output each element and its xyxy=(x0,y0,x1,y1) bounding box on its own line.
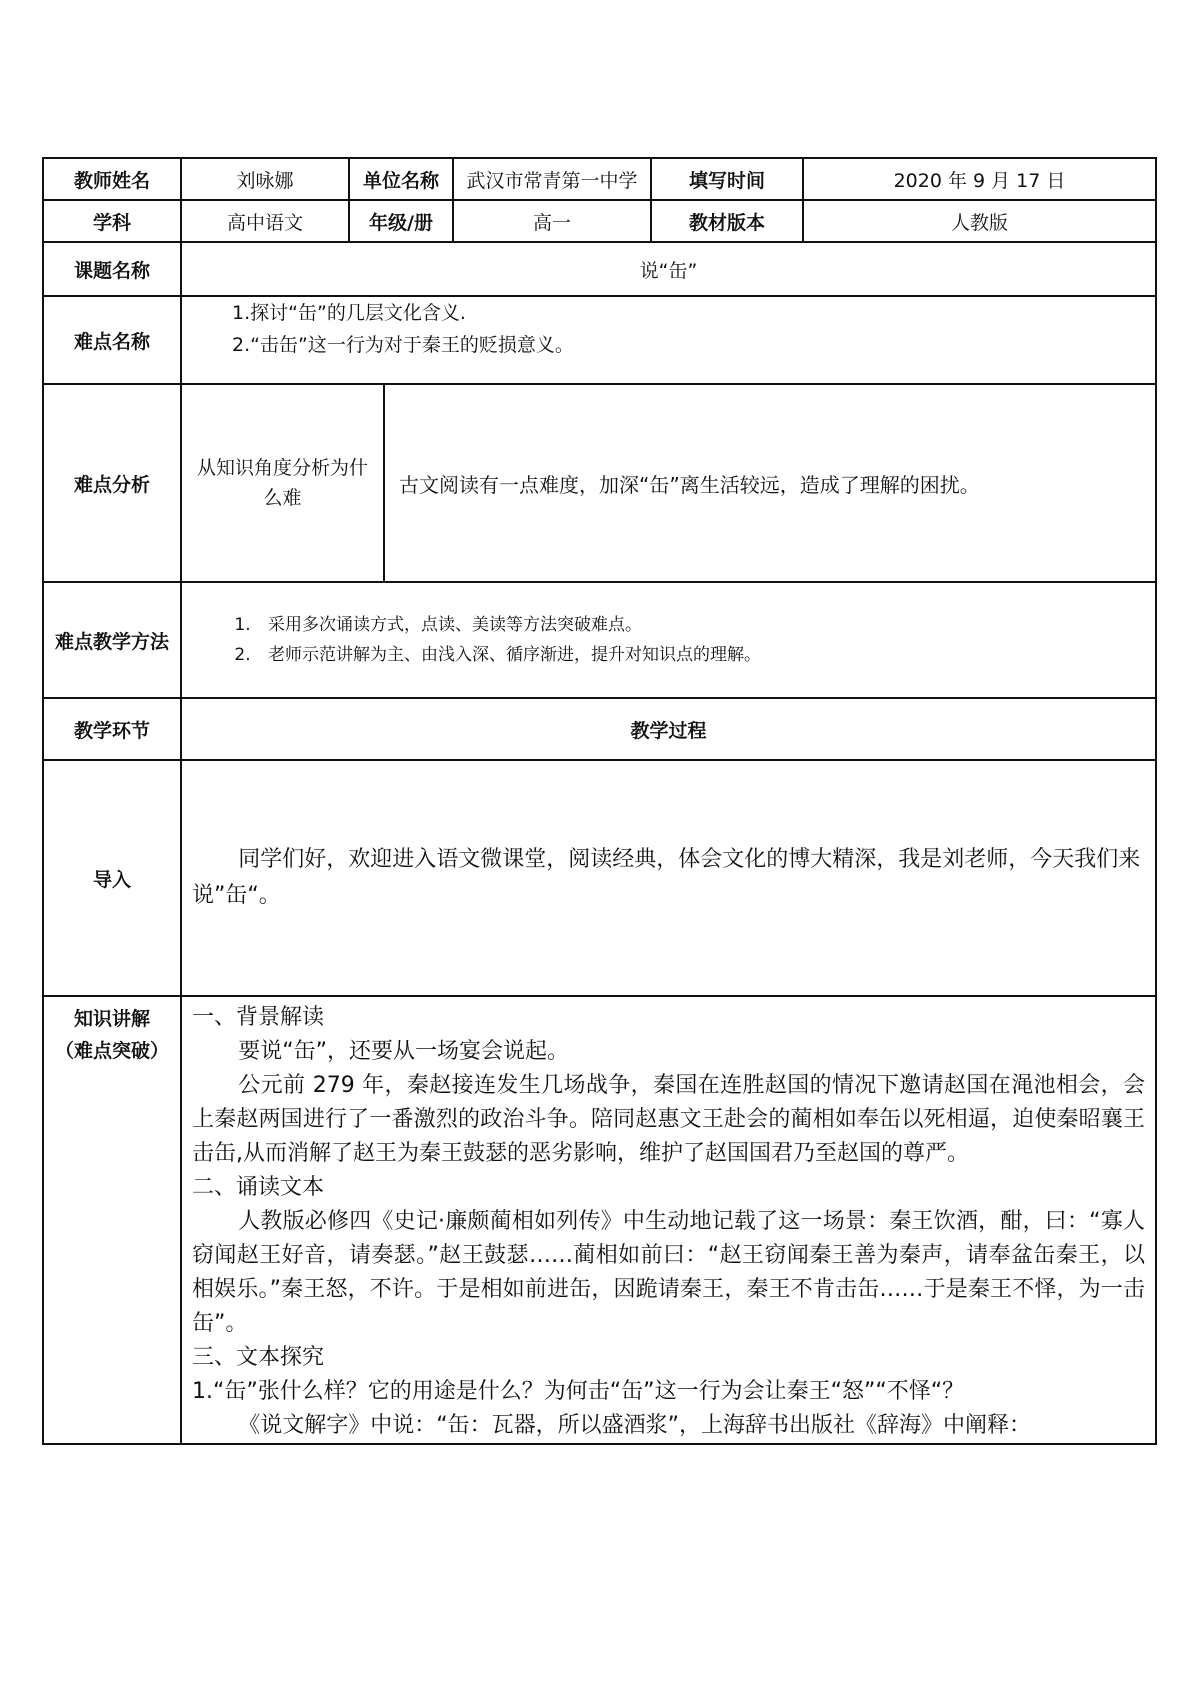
method-item-1: 1. 采用多次诵读方式，点读、美读等方法突破难点。 xyxy=(256,610,1155,640)
process-label: 教学环节 xyxy=(43,698,181,760)
difficulty-row xyxy=(43,296,1156,384)
unit-value: 武汉市常青第一中学 xyxy=(453,158,651,200)
knowledge-label xyxy=(43,996,181,1444)
subject-value: 高中语文 xyxy=(181,200,349,242)
subject-label: 学科 xyxy=(43,200,181,242)
methods-content xyxy=(181,582,1156,698)
methods-label: 难点教学方法 xyxy=(43,582,181,698)
intro-text: 同学们好，欢迎进入语文微课堂，阅读经典，体会文化的博大精深，我是刘老师，今天我们来说”缶“。 xyxy=(192,847,1141,908)
analysis-answer: 古文阅读有一点难度，加深“缶”离生活较远，造成了理解的困扰。 xyxy=(399,472,980,497)
difficulty-item-2: 2.“击缶”这一行为对于秦王的贬损意义。 xyxy=(232,334,574,356)
intro-content xyxy=(181,760,1156,996)
topic-value: 说“缶” xyxy=(181,242,1156,296)
knowledge-label-line2: （难点突破） xyxy=(54,1040,169,1062)
unit-label: 单位名称 xyxy=(349,158,453,200)
teacher-label: 教师姓名 xyxy=(43,158,181,200)
grade-value: 高一 xyxy=(453,200,651,242)
section-3-question-1: 1.“缶”张什么样？它的用途是什么？为何击“缶”这一行为会让秦王“怒”“不怿“？ xyxy=(192,1379,965,1404)
analysis-cell xyxy=(181,384,1156,582)
edition-label: 教材版本 xyxy=(651,200,803,242)
header-row-1 xyxy=(43,158,1156,200)
methods-row xyxy=(43,582,1156,698)
grade-label: 年级/册 xyxy=(349,200,453,242)
method-item-2: 2. 老师示范讲解为主、由浅入深、循序渐进，提升对知识点的理解。 xyxy=(256,640,1155,670)
process-value: 教学过程 xyxy=(181,698,1156,760)
difficulty-label: 难点名称 xyxy=(43,296,181,384)
difficulty-item-1: 1.探讨“缶”的几层文化含义. xyxy=(232,302,466,324)
knowledge-content xyxy=(181,996,1156,1444)
header-row-2 xyxy=(43,200,1156,242)
lesson-plan-table xyxy=(42,157,1157,1445)
intro-row xyxy=(43,760,1156,996)
date-label: 填写时间 xyxy=(651,158,803,200)
date-value: 2020 年 9 月 17 日 xyxy=(803,158,1156,200)
process-row xyxy=(43,698,1156,760)
section-1-para-1: 要说“缶”，还要从一场宴会说起。 xyxy=(238,1039,569,1064)
analysis-label: 难点分析 xyxy=(43,384,181,582)
knowledge-row xyxy=(43,996,1156,1444)
section-3-title: 三、文本探究 xyxy=(192,1345,325,1370)
analysis-inner xyxy=(182,385,1155,581)
analysis-row xyxy=(43,384,1156,582)
section-1-title: 一、背景解读 xyxy=(192,1005,325,1030)
section-2-title: 二、诵读文本 xyxy=(192,1175,325,1200)
intro-label: 导入 xyxy=(43,760,181,996)
topic-label: 课题名称 xyxy=(43,242,181,296)
methods-list xyxy=(182,610,1155,670)
section-3-para-1: 《说文解字》中说：“缶：瓦器，所以盛酒浆”，上海辞书出版社《辞海》中阐释： xyxy=(238,1413,1031,1438)
section-1-para-2: 公元前 279 年，秦赵接连发生几场战争，秦国在连胜赵国的情况下邀请赵国在渑池相会，会上秦赵两国进行了一番激烈的政治斗争。陪同赵惠文王赴会的蔺相如奉缶以死相逼，迫使秦昭襄王击缶,从而消解了赵王为秦王鼓瑟的恶劣影响，维护了赵国国君乃至赵国的尊严。 xyxy=(192,1073,1145,1166)
edition-value: 人教版 xyxy=(803,200,1156,242)
difficulty-content xyxy=(181,296,1156,384)
analysis-question: 从知识角度分析为什么难 xyxy=(182,385,384,581)
topic-row xyxy=(43,242,1156,296)
section-2-para-1: 人教版必修四《史记·廉颇蔺相如列传》中生动地记载了这一场景：秦王饮酒，酣，曰：“寡人窃闻赵王好音，请奏瑟。”赵王鼓瑟……蔺相如前曰：“赵王窃闻秦王善为秦声，请奉盆缶秦王，以相娱乐。”秦王怒，不许。于是相如前进缶，因跪请秦王，秦王不肯击缶……于是秦王不怿，为一击缶”。 xyxy=(192,1209,1145,1336)
knowledge-label-line1: 知识讲解 xyxy=(73,1008,150,1030)
teacher-value: 刘咏娜 xyxy=(181,158,349,200)
